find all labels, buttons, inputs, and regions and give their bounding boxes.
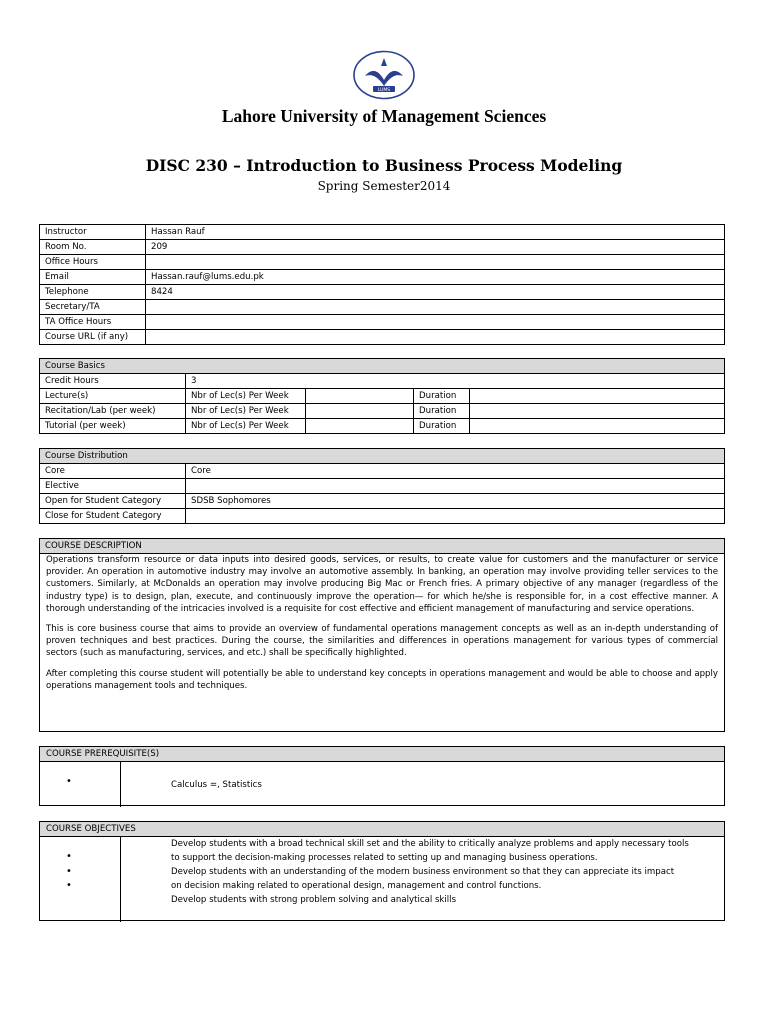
credit-hours-value: 3 [186, 374, 725, 389]
instructor-info-table [39, 224, 725, 345]
nbr-value [306, 404, 414, 419]
row-label: Instructor [40, 225, 146, 240]
row-value [186, 509, 725, 524]
duration-label: Duration [414, 419, 470, 434]
course-distribution-table [39, 448, 725, 524]
course-basics-table [39, 358, 725, 434]
semester: Spring Semester2014 [317, 179, 451, 193]
description-paragraph: This is core business course that aims to provide an overview of fundamental operations management concepts as well as an in-depth understanding of proven techniques and best practices. During the course, the similarities and differences in operations management for various types of commercial sectors (such as manufacturing, services, and etc.) shall be specifically highlighted. [46, 624, 718, 659]
table-row [40, 300, 725, 315]
prerequisites-header: COURSE PREREQUISITE(S) [40, 747, 724, 762]
table-row [40, 285, 725, 300]
lums-logo [353, 50, 415, 100]
row-value: 8424 [146, 285, 725, 300]
row-value: SDSB Sophomores [186, 494, 725, 509]
row-label: Elective [40, 479, 186, 494]
duration-value [470, 404, 725, 419]
objective-line: Develop students with strong problem solving and analytical skills [171, 895, 457, 905]
row-label: TA Office Hours [40, 315, 146, 330]
duration-value [470, 419, 725, 434]
description-paragraph: After completing this course student will potentially be able to understand key concepts in operations management and would be able to choose and apply operations management tools and techniques. [46, 668, 718, 691]
row-label: Office Hours [40, 255, 146, 270]
credit-hours-label: Credit Hours [40, 374, 186, 389]
table-row [40, 255, 725, 270]
university-name: Lahore University of Management Sciences [221, 106, 547, 126]
course-description-header: COURSE DESCRIPTION [40, 539, 725, 554]
duration-value [470, 389, 725, 404]
row-label: Open for Student Category [40, 494, 186, 509]
table-row [40, 374, 725, 389]
row-value [146, 315, 725, 330]
objective-line: Develop students with an understanding of the modern business environment so that they can appreciate its impact [171, 867, 675, 877]
table-row [40, 404, 725, 419]
course-description [39, 552, 725, 732]
prerequisites-text: Calculus =, Statistics [171, 780, 262, 790]
row-label: Tutorial (per week) [40, 419, 186, 434]
nbr-label: Nbr of Lec(s) Per Week [186, 404, 306, 419]
table-row [40, 315, 725, 330]
table-row [40, 225, 725, 240]
bullet: • [66, 880, 72, 891]
row-value [186, 479, 725, 494]
table-row [40, 419, 725, 434]
table-row [40, 479, 725, 494]
row-value: Core [186, 464, 725, 479]
objective-line: to support the decision-making processes related to setting up and managing business operations. [171, 853, 598, 863]
row-value [146, 255, 725, 270]
course-basics-header: Course Basics [40, 359, 725, 374]
row-label: Room No. [40, 240, 146, 255]
row-value: 209 [146, 240, 725, 255]
nbr-value [306, 419, 414, 434]
table-row [40, 494, 725, 509]
table-row [40, 240, 725, 255]
duration-label: Duration [414, 389, 470, 404]
row-label: Telephone [40, 285, 146, 300]
row-value: Hassan Rauf [146, 225, 725, 240]
nbr-value [306, 389, 414, 404]
row-label: Recitation/Lab (per week) [40, 404, 186, 419]
row-label: Lecture(s) [40, 389, 186, 404]
table-row [40, 509, 725, 524]
table-row [40, 270, 725, 285]
row-label: Close for Student Category [40, 509, 186, 524]
bullet: • [66, 851, 72, 862]
description-paragraph: Operations transform resource or data inputs into desired goods, services, or results, to create value for customers and the manufacturer or service provider. An operation in automotive industry may involve an automotive assembly. In banking, an operation may involve providing teller services to the customers. Similarly, at McDonalds an operation may involve producing Big Mac or French fries. A primary objective of any manager (regardless of the industry type) is to design, plan, execute, and continuously improve the operation— for which he/she is responsible for, in a cost effective manner. A thorough understanding of the intricacies involved is a requisite for cost effective and efficient management of manufacturing and service operations. [46, 555, 718, 614]
course-title: DISC 230 – Introduction to Business Process Modeling [145, 156, 623, 175]
bullet: • [66, 866, 72, 877]
row-value: Hassan.rauf@lums.edu.pk [146, 270, 725, 285]
objectives-header: COURSE OBJECTIVES [40, 822, 724, 837]
row-value [146, 330, 725, 345]
course-objectives [39, 821, 725, 921]
course-prerequisites [39, 746, 725, 806]
row-label: Email [40, 270, 146, 285]
logo-text: LUMS [377, 88, 391, 93]
nbr-label: Nbr of Lec(s) Per Week [186, 389, 306, 404]
objective-line: Develop students with a broad technical skill set and the ability to critically analyze problems and apply necessary tools [171, 839, 689, 849]
row-label: Course URL (if any) [40, 330, 146, 345]
table-row [40, 464, 725, 479]
objective-line: on decision making related to operational design, management and control functions. [171, 881, 542, 891]
row-label: Secretary/TA [40, 300, 146, 315]
table-row [40, 330, 725, 345]
bullet: • [66, 776, 72, 787]
duration-label: Duration [414, 404, 470, 419]
course-distribution-header: Course Distribution [40, 449, 725, 464]
table-row [40, 389, 725, 404]
nbr-label: Nbr of Lec(s) Per Week [186, 419, 306, 434]
row-label: Core [40, 464, 186, 479]
row-value [146, 300, 725, 315]
